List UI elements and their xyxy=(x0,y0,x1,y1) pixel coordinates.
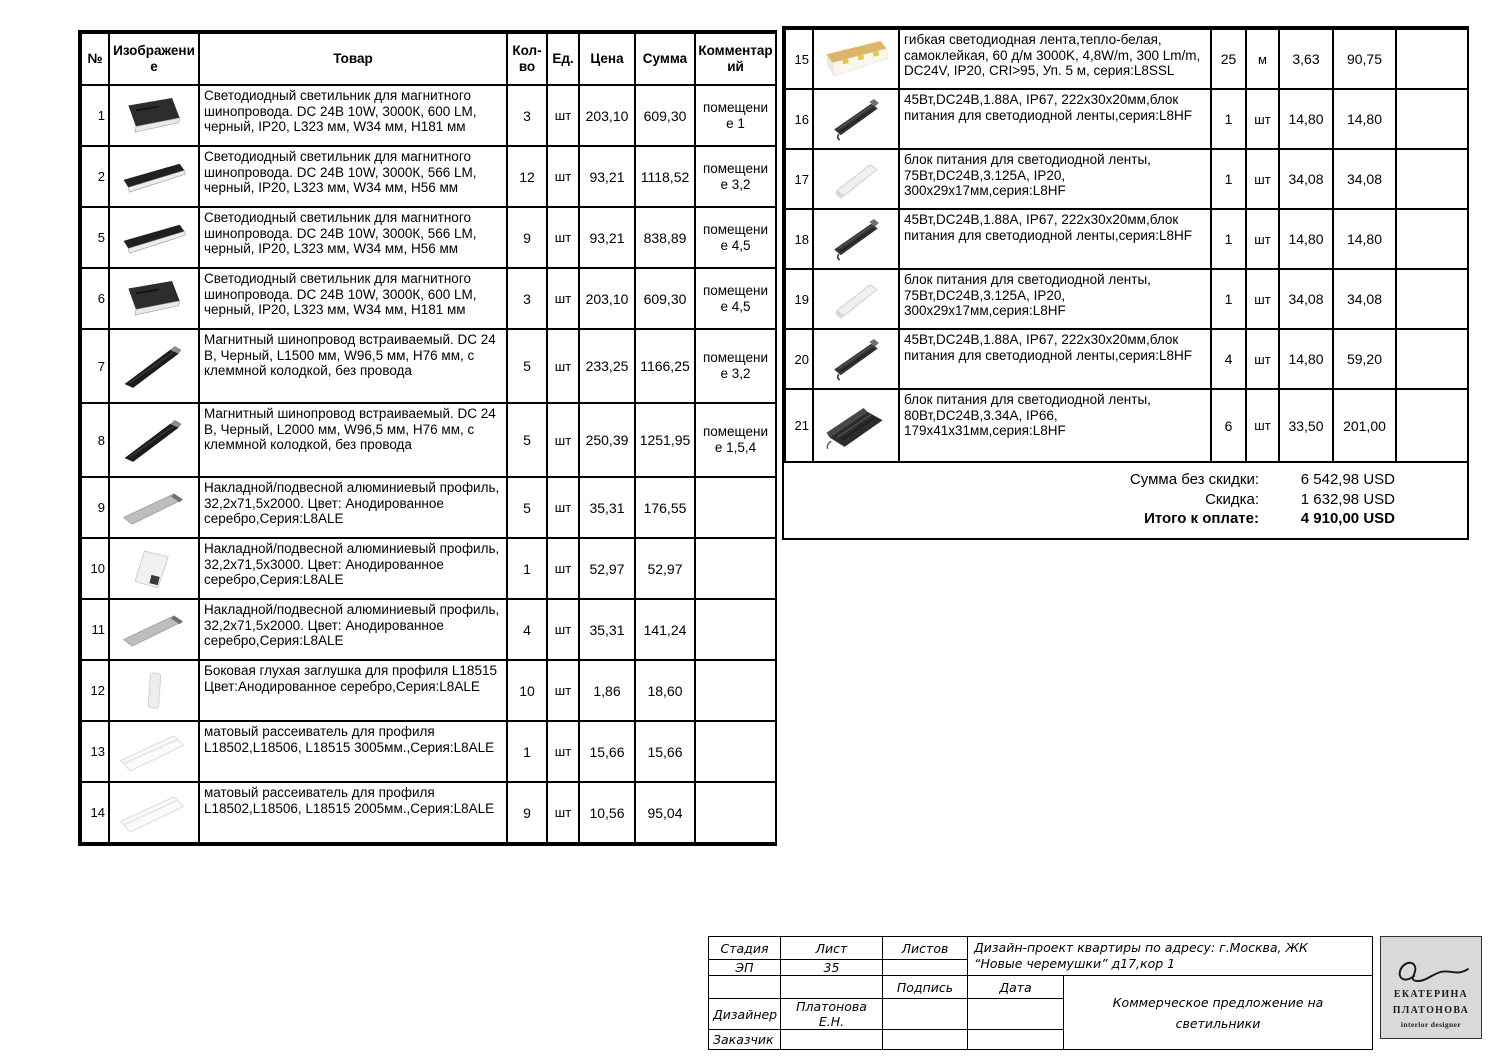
cell-sum: 52,97 xyxy=(635,538,695,599)
cell-product-description: Боковая глухая заглушка для профиля L18515 Цвет:Анодированное серебро,Серия:L8ALE xyxy=(199,660,507,721)
cell-number: 19 xyxy=(785,269,813,329)
cell-number: 2 xyxy=(81,146,109,207)
product-image-psu-slim-dark xyxy=(813,209,899,269)
cell-quantity: 6 xyxy=(1211,389,1246,462)
document-title-text: Коммерческое предложение на светильники xyxy=(1112,994,1324,1031)
total-label: Скидка: xyxy=(1205,490,1259,508)
table-row xyxy=(81,207,776,268)
table-row xyxy=(785,389,1468,462)
cell-comment: помещение 1 xyxy=(695,85,776,146)
product-image-diffuser xyxy=(109,721,199,782)
cell-unit: шт xyxy=(547,207,579,268)
cell-sum: 1118,52 xyxy=(635,146,695,207)
cell-product-description: Накладной/подвесной алюминиевый профиль, 32,2х71,5х2000. Цвет: Анодированное серебро,Серия:L8ALE xyxy=(199,477,507,538)
cell-number: 1 xyxy=(81,85,109,146)
cell-unit: шт xyxy=(547,329,579,403)
total-value: 4 910,00 USD xyxy=(1300,510,1395,527)
cell-quantity: 5 xyxy=(507,329,547,403)
cell-product-description: блок питания для светодиодной ленты, 75Вт,DC24В,3.125А, IP20, 300х29х17мм,серия:L8HF xyxy=(899,269,1211,329)
product-image-psu-block xyxy=(813,389,899,462)
cell-price: 14,80 xyxy=(1279,89,1333,149)
cell-unit: шт xyxy=(547,660,579,721)
table-row xyxy=(785,329,1468,389)
cell-comment xyxy=(695,721,776,782)
signature-e-icon xyxy=(1389,945,1473,985)
product-image-diffuser xyxy=(109,782,199,843)
product-image-psu-slim-light xyxy=(813,269,899,329)
cell-unit: шт xyxy=(547,538,579,599)
cell-unit: шт xyxy=(547,721,579,782)
cell-product-description: 45Вт,DC24В,1.88А, IP67, 222х30х20мм,блок питания для светодиодной ленты,серия:L8HF xyxy=(899,89,1211,149)
cell-price: 93,21 xyxy=(579,207,635,268)
cell-number: 14 xyxy=(81,782,109,843)
products-table-left xyxy=(78,30,777,846)
cell-number: 11 xyxy=(81,599,109,660)
product-image-profile-silver xyxy=(109,477,199,538)
cell-quantity: 25 xyxy=(1211,29,1246,89)
product-image-led-strip xyxy=(813,29,899,89)
empty-cell xyxy=(709,976,781,999)
cell-price: 203,10 xyxy=(579,268,635,329)
cell-number: 12 xyxy=(81,660,109,721)
cell-sum: 838,89 xyxy=(635,207,695,268)
cell-product-description: Светодиодный светильник для магнитного шинопровода. DC 24В 10W, 3000К, 566 LM, черный, IP20, L323 мм, W34 мм, H56 мм xyxy=(199,207,507,268)
cell-unit: м xyxy=(1246,29,1279,89)
cell-price: 14,80 xyxy=(1279,329,1333,389)
cell-quantity: 1 xyxy=(507,721,547,782)
table-row xyxy=(81,403,776,477)
cell-unit: шт xyxy=(547,268,579,329)
product-image-profile-silver xyxy=(109,599,199,660)
header-sum: Сумма xyxy=(635,33,695,85)
cell-price: 34,08 xyxy=(1279,269,1333,329)
header-image: Изображение xyxy=(109,33,199,85)
cell-price: 14,80 xyxy=(1279,209,1333,269)
cell-number: 8 xyxy=(81,403,109,477)
cell-product-description: Накладной/подвесной алюминиевый профиль, 32,2х71,5х2000. Цвет: Анодированное серебро,Серия:L8ALE xyxy=(199,599,507,660)
logo-tagline: interior designer xyxy=(1400,1020,1462,1029)
cell-comment xyxy=(695,782,776,843)
totals-block xyxy=(784,463,1467,538)
cell-comment xyxy=(695,477,776,538)
cell-unit: шт xyxy=(547,599,579,660)
product-image-end-cap xyxy=(109,660,199,721)
cell-price: 15,66 xyxy=(579,721,635,782)
cell-unit: шт xyxy=(547,477,579,538)
sheet-label: Лист xyxy=(781,937,883,960)
cell-comment xyxy=(1396,329,1468,389)
table-row xyxy=(785,149,1468,209)
cell-unit: шт xyxy=(547,782,579,843)
total-value: 6 542,98 USD xyxy=(1300,471,1395,488)
cell-number: 9 xyxy=(81,477,109,538)
table-row xyxy=(785,209,1468,269)
client-name xyxy=(781,1030,883,1050)
table-row xyxy=(81,599,776,660)
cell-sum: 18,60 xyxy=(635,660,695,721)
table-row xyxy=(785,269,1468,329)
cell-number: 7 xyxy=(81,329,109,403)
cell-quantity: 1 xyxy=(1211,209,1246,269)
cell-quantity: 12 xyxy=(507,146,547,207)
signature-field xyxy=(883,1030,968,1050)
cell-product-description: Накладной/подвесной алюминиевый профиль, 32,2х71,5х3000. Цвет: Анодированное серебро,Серия:L8ALE xyxy=(199,538,507,599)
header-price: Цена xyxy=(579,33,635,85)
cell-sum: 1166,25 xyxy=(635,329,695,403)
table-header-row xyxy=(81,33,776,85)
signature-field xyxy=(883,999,968,1030)
product-image-magnetic-luminaire-bar xyxy=(109,207,199,268)
cell-unit: шт xyxy=(1246,329,1279,389)
table-row xyxy=(81,660,776,721)
cell-number: 5 xyxy=(81,207,109,268)
cell-quantity: 3 xyxy=(507,268,547,329)
product-image-psu-slim-dark xyxy=(813,89,899,149)
cell-quantity: 3 xyxy=(507,85,547,146)
table-row xyxy=(81,268,776,329)
cell-quantity: 1 xyxy=(507,538,547,599)
header-unit: Ед. xyxy=(547,33,579,85)
cell-unit: шт xyxy=(1246,149,1279,209)
date-field xyxy=(968,1030,1064,1050)
cell-comment xyxy=(695,538,776,599)
table-row xyxy=(81,146,776,207)
empty-cell xyxy=(781,976,883,999)
cell-product-description: матовый рассеиватель для профиля L18502,L18506, L18515 2005мм.,Серия:L8ALE xyxy=(199,782,507,843)
cell-product-description: гибкая светодиодная лента,тепло-белая, самоклейкая, 60 д/м 3000K, 4,8W/m, 300 Lm/m, DC24V, IP20, CRI>95, Уп. 5 м, серия:L8SSL xyxy=(899,29,1211,89)
header-product: Товар xyxy=(199,33,507,85)
cell-sum: 14,80 xyxy=(1333,209,1396,269)
signature-label: Подпись xyxy=(883,976,968,999)
cell-quantity: 9 xyxy=(507,207,547,268)
total-row-discount xyxy=(784,490,1467,510)
cell-comment xyxy=(1396,389,1468,462)
cell-comment xyxy=(1396,149,1468,209)
cell-number: 15 xyxy=(785,29,813,89)
table-row xyxy=(81,329,776,403)
cell-quantity: 4 xyxy=(507,599,547,660)
cell-quantity: 5 xyxy=(507,477,547,538)
cell-sum: 609,30 xyxy=(635,85,695,146)
cell-quantity: 9 xyxy=(507,782,547,843)
cell-number: 20 xyxy=(785,329,813,389)
stage-value: ЭП xyxy=(709,960,781,976)
table-row xyxy=(785,29,1468,89)
table-row xyxy=(81,85,776,146)
title-block-grid xyxy=(708,936,1373,1050)
table-row xyxy=(785,89,1468,149)
table-row xyxy=(81,782,776,843)
cell-product-description: Светодиодный светильник для магнитного шинопровода. DC 24В 10W, 3000К, 566 LM, черный, IP20, L323 мм, W34 мм, H56 мм xyxy=(199,146,507,207)
product-image-magnetic-track xyxy=(109,403,199,477)
cell-price: 35,31 xyxy=(579,477,635,538)
designer-logo xyxy=(1380,936,1482,1039)
products-table-right-grid xyxy=(784,28,1469,463)
cell-comment: помещение 3,2 xyxy=(695,329,776,403)
cell-product-description: 45Вт,DC24В,1.88А, IP67, 222х30х20мм,блок питания для светодиодной ленты,серия:L8HF xyxy=(899,209,1211,269)
sheet-value: 35 xyxy=(781,960,883,976)
cell-price: 52,97 xyxy=(579,538,635,599)
cell-sum: 176,55 xyxy=(635,477,695,538)
cell-price: 1,86 xyxy=(579,660,635,721)
cell-unit: шт xyxy=(1246,389,1279,462)
cell-quantity: 1 xyxy=(1211,149,1246,209)
cell-comment: помещение 4,5 xyxy=(695,268,776,329)
cell-unit: шт xyxy=(547,146,579,207)
cell-number: 6 xyxy=(81,268,109,329)
cell-unit: шт xyxy=(1246,269,1279,329)
cell-price: 33,50 xyxy=(1279,389,1333,462)
cell-product-description: Светодиодный светильник для магнитного шинопровода. DC 24В 10W, 3000К, 600 LM, черный, IP20, L323 мм, W34 мм, H181 мм xyxy=(199,85,507,146)
cell-price: 3,63 xyxy=(1279,29,1333,89)
cell-sum: 141,24 xyxy=(635,599,695,660)
cell-product-description: Магнитный шинопровод встраиваемый. DC 24 В, Черный, L2000 мм, W96,5 мм, H76 мм, с клеммной колодкой, без провода xyxy=(199,403,507,477)
cell-sum: 201,00 xyxy=(1333,389,1396,462)
document-title xyxy=(1064,976,1373,1050)
sheets-label: Листов xyxy=(883,937,968,960)
cell-quantity: 1 xyxy=(1211,89,1246,149)
cell-comment xyxy=(695,599,776,660)
total-row-subtotal xyxy=(784,470,1467,490)
header-comment: Комментарий xyxy=(695,33,776,85)
products-table-left-grid xyxy=(80,32,777,844)
cell-sum: 95,04 xyxy=(635,782,695,843)
cell-comment xyxy=(695,660,776,721)
products-table-right xyxy=(782,26,1469,540)
product-image-psu-slim-light xyxy=(813,149,899,209)
designer-label: Дизайнер xyxy=(709,999,781,1030)
cell-sum: 14,80 xyxy=(1333,89,1396,149)
cell-comment xyxy=(1396,269,1468,329)
cell-comment xyxy=(1396,89,1468,149)
cell-comment: помещение 3,2 xyxy=(695,146,776,207)
cell-unit: шт xyxy=(1246,89,1279,149)
cell-sum: 34,08 xyxy=(1333,269,1396,329)
cell-product-description: 45Вт,DC24В,1.88А, IP67, 222х30х20мм,блок питания для светодиодной ленты,серия:L8HF xyxy=(899,329,1211,389)
cell-price: 233,25 xyxy=(579,329,635,403)
cell-number: 16 xyxy=(785,89,813,149)
cell-comment: помещение 4,5 xyxy=(695,207,776,268)
title-block xyxy=(708,936,1373,1050)
cell-product-description: блок питания для светодиодной ленты, 80Вт,DC24В,3.34А, IP66, 179х41х31мм,серия:L8HF xyxy=(899,389,1211,462)
table-row xyxy=(81,477,776,538)
cell-price: 35,31 xyxy=(579,599,635,660)
sheets-value xyxy=(883,960,968,976)
cell-price: 250,39 xyxy=(579,403,635,477)
total-label: Сумма без скидки: xyxy=(1129,471,1259,488)
client-label: Заказчик xyxy=(709,1030,781,1050)
cell-sum: 15,66 xyxy=(635,721,695,782)
cell-quantity: 1 xyxy=(1211,269,1246,329)
cell-price: 10,56 xyxy=(579,782,635,843)
cell-sum: 34,08 xyxy=(1333,149,1396,209)
total-label: Итого к оплате: xyxy=(1144,510,1259,527)
product-image-magnetic-track xyxy=(109,329,199,403)
cell-sum: 90,75 xyxy=(1333,29,1396,89)
product-image-magnetic-luminaire-bar xyxy=(109,146,199,207)
product-image-magnetic-luminaire-wedge xyxy=(109,85,199,146)
table-row xyxy=(81,538,776,599)
cell-unit: шт xyxy=(547,85,579,146)
cell-number: 17 xyxy=(785,149,813,209)
cell-price: 34,08 xyxy=(1279,149,1333,209)
date-label: Дата xyxy=(968,976,1064,999)
cell-number: 21 xyxy=(785,389,813,462)
cell-sum: 1251,95 xyxy=(635,403,695,477)
cell-unit: шт xyxy=(547,403,579,477)
table-row xyxy=(81,721,776,782)
cell-comment xyxy=(1396,209,1468,269)
product-image-psu-slim-dark xyxy=(813,329,899,389)
cell-price: 93,21 xyxy=(579,146,635,207)
cell-product-description: блок питания для светодиодной ленты, 75Вт,DC24В,3.125А, IP20, 300х29х17мм,серия:L8HF xyxy=(899,149,1211,209)
stage-label: Стадия xyxy=(709,937,781,960)
header-qty: Кол-во xyxy=(507,33,547,85)
cell-number: 13 xyxy=(81,721,109,782)
cell-price: 203,10 xyxy=(579,85,635,146)
logo-name-line1: ЕКАТЕРИНА xyxy=(1393,989,1469,1000)
cell-product-description: Светодиодный светильник для магнитного шинопровода. DC 24В 10W, 3000К, 600 LM, черный, IP20, L323 мм, W34 мм, H181 мм xyxy=(199,268,507,329)
project-description: Дизайн-проект квартиры по адресу: г.Москва, ЖК “Новые черемушки” д17,кор 1 xyxy=(968,937,1373,976)
cell-comment: помещение 1,5,4 xyxy=(695,403,776,477)
cell-unit: шт xyxy=(1246,209,1279,269)
cell-quantity: 4 xyxy=(1211,329,1246,389)
cell-number: 10 xyxy=(81,538,109,599)
product-image-profile-white xyxy=(109,538,199,599)
header-num: № xyxy=(81,33,109,85)
cell-quantity: 5 xyxy=(507,403,547,477)
designer-name: Платонова Е.Н. xyxy=(781,999,883,1030)
cell-sum: 59,20 xyxy=(1333,329,1396,389)
cell-comment xyxy=(1396,29,1468,89)
cell-product-description: Магнитный шинопровод встраиваемый. DC 24 В, Черный, L1500 мм, W96,5 мм, H76 мм, с клеммной колодкой, без провода xyxy=(199,329,507,403)
cell-sum: 609,30 xyxy=(635,268,695,329)
total-value: 1 632,98 USD xyxy=(1300,490,1395,508)
cell-quantity: 10 xyxy=(507,660,547,721)
cell-number: 18 xyxy=(785,209,813,269)
total-row-grand xyxy=(784,509,1467,529)
date-field xyxy=(968,999,1064,1030)
product-image-magnetic-luminaire-wedge xyxy=(109,268,199,329)
cell-product-description: матовый рассеиватель для профиля L18502,L18506, L18515 3005мм.,Серия:L8ALE xyxy=(199,721,507,782)
logo-name-line2: ПЛАТОНОВА xyxy=(1392,1005,1470,1016)
